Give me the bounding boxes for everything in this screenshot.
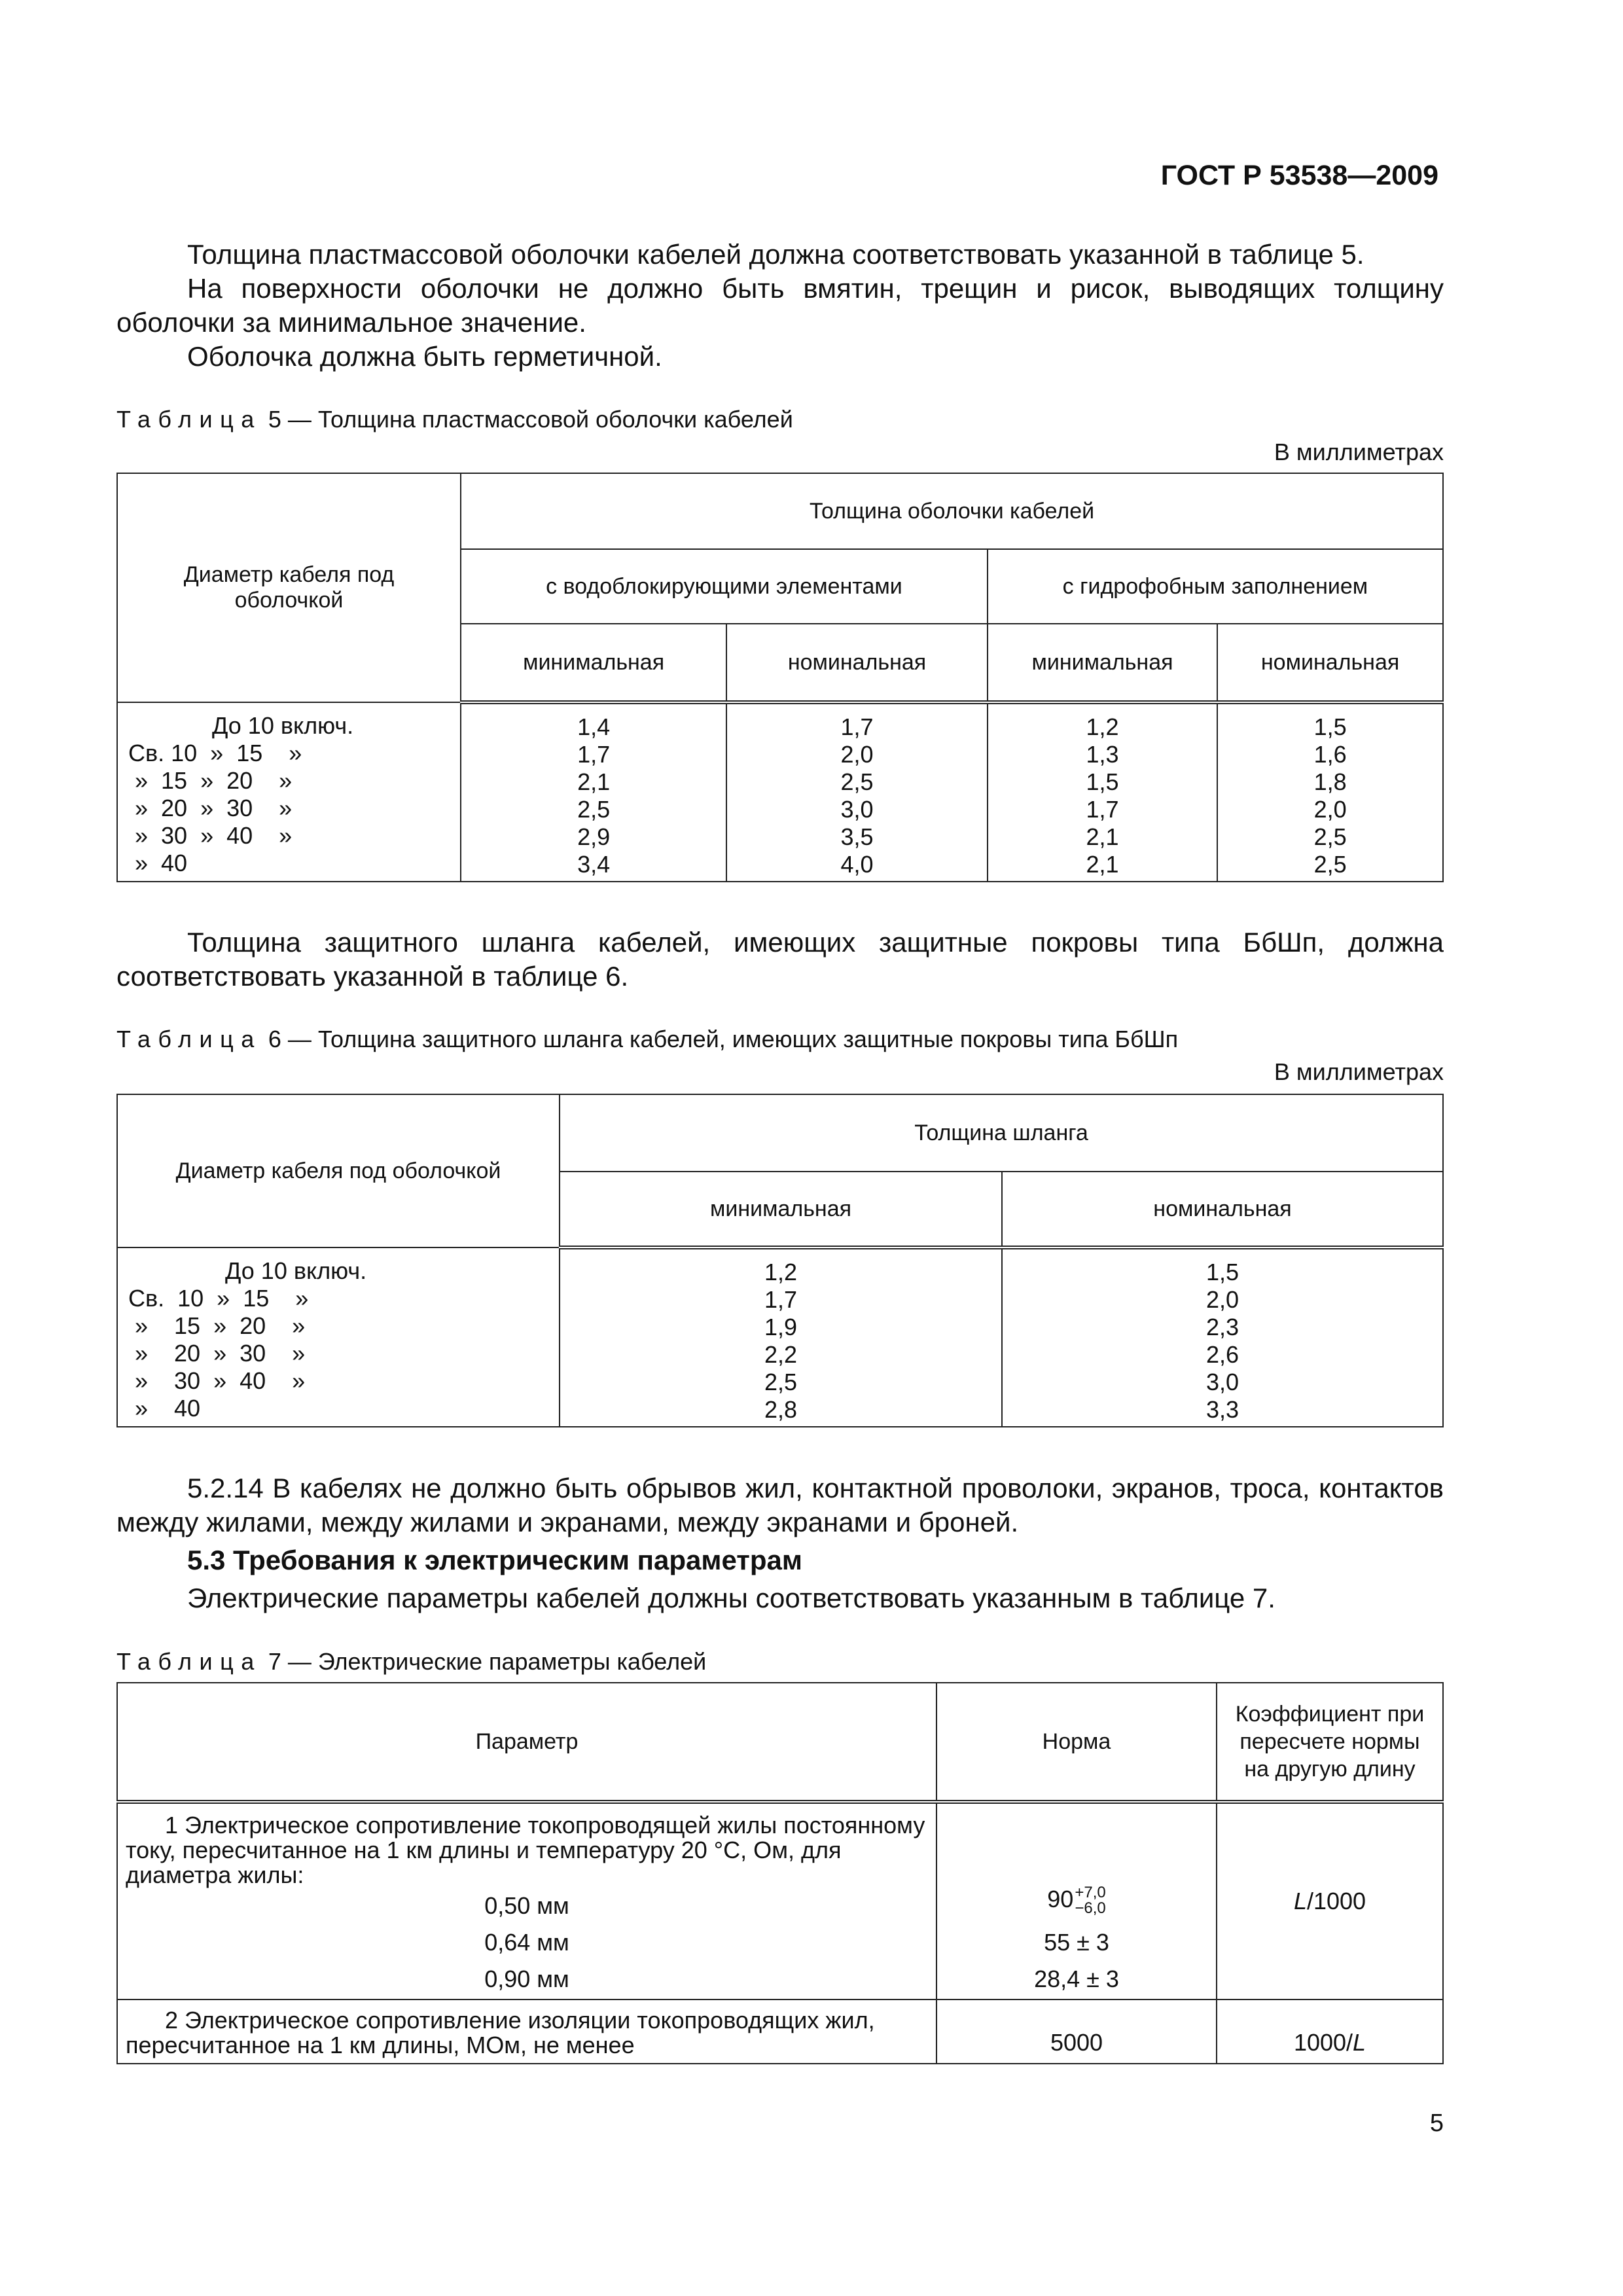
table-row: » 15 » 20 » <box>128 767 293 794</box>
table7-row1-size-3: 0,90 мм <box>484 1965 569 1992</box>
table7-col-coef: Коэффициент при пересчете нормы на другую длину <box>1217 1683 1443 1802</box>
table7-row2-text: 2 Электрическое сопротивление изоляции токопроводящих жил, пересчитанное на 1 км длины, МОм, не менее <box>126 2007 875 2058</box>
table-cell: 2,5 <box>577 796 611 823</box>
table-cell: 2,0 <box>1205 1286 1240 1313</box>
table5-nom-2: номинальная <box>1217 624 1443 702</box>
table-row: » 20 » 30 » <box>128 1340 306 1367</box>
table-row: Св. 10 » 15 » <box>128 1285 309 1312</box>
table7-row-2 <box>117 2000 1443 2064</box>
table5-col-thickness: Толщина оболочки кабелей <box>461 473 1443 549</box>
table-cell: 1,9 <box>764 1314 798 1340</box>
table7-row1-norm-2: 55 ± 3 <box>1044 1929 1109 1956</box>
section-5-3-text: Электрические параметры кабелей должны соответствовать указанным в таблице 7. <box>187 1583 1275 1613</box>
table-cell: 1,5 <box>1313 713 1347 740</box>
table6-nom-values <box>1002 1247 1443 1427</box>
table-cell: 3,0 <box>840 796 874 823</box>
table-cell: 2,0 <box>840 741 874 768</box>
table5-nom-water <box>726 702 988 882</box>
table-row: » 15 » 20 » <box>128 1312 306 1339</box>
table5-min-hydro <box>988 702 1217 882</box>
table5-col-diameter: Диаметр кабеля под оболочкой <box>117 473 461 702</box>
table5-units: В миллиметрах <box>1274 439 1444 465</box>
table-cell: 2,5 <box>1313 851 1347 878</box>
table-row: Св. 10 » 15 » <box>128 740 302 766</box>
table-row: » 20 » 30 » <box>128 795 293 821</box>
table5-nom-hydro <box>1217 702 1443 882</box>
standard-number: ГОСТ Р 53538—2009 <box>1160 160 1438 191</box>
table7-row1-text: 1 Электрическое сопротивление токопроводящей жилы постоянному току, пересчитанное на 1 км длины и температуру 20 °С, Ом, для диаметра жилы: <box>126 1812 925 1888</box>
norm-lower-tolerance: −6,0 <box>1075 1899 1106 1918</box>
table-cell: 1,7 <box>840 713 874 740</box>
table6-diameters <box>117 1247 560 1427</box>
table6-col-diameter: Диаметр кабеля под оболочкой <box>117 1094 560 1247</box>
table-cell: 2,0 <box>1313 796 1347 823</box>
table-cell: 3,3 <box>1205 1396 1240 1423</box>
table7-row1-norm-3: 28,4 ± 3 <box>1034 1965 1119 1992</box>
table7-row2-coef: 1000/L <box>1217 2000 1443 2064</box>
table-cell: 1,8 <box>1313 768 1347 795</box>
table5-nom-1: номинальная <box>726 624 988 702</box>
table-cell: 1,7 <box>764 1286 798 1313</box>
table6-col-thickness: Толщина шланга <box>560 1094 1443 1172</box>
table7-col-param: Параметр <box>117 1683 936 1802</box>
table-cell: 2,5 <box>764 1369 798 1395</box>
table-cell: 2,6 <box>1205 1341 1240 1368</box>
norm-upper-tolerance: +7,0 <box>1075 1884 1106 1902</box>
table-cell: 1,3 <box>1086 741 1119 768</box>
table5-min-1: минимальная <box>461 624 726 702</box>
table7 <box>116 1682 1444 2064</box>
table-cell: 3,5 <box>840 823 874 850</box>
table5-diameters <box>117 702 461 882</box>
table-row: До 10 включ. <box>212 712 354 739</box>
table6 <box>116 1094 1444 1427</box>
table-cell: 4,0 <box>840 851 874 878</box>
table5-min-water <box>461 702 726 882</box>
table-cell: 2,8 <box>764 1396 798 1423</box>
table-cell: 2,2 <box>764 1341 798 1368</box>
table-cell: 2,1 <box>1086 823 1119 850</box>
table-row: » 30 » 40 » <box>128 822 293 849</box>
table-cell: 3,0 <box>1205 1369 1240 1395</box>
table-cell: 1,2 <box>1086 713 1119 740</box>
table-row: До 10 включ. <box>225 1257 367 1284</box>
table-cell: 3,4 <box>577 851 611 878</box>
table-row: » 30 » 40 » <box>128 1367 306 1394</box>
table7-caption: Таблица 7 — Электрические параметры кабелей <box>116 1648 707 1675</box>
table-cell: 2,1 <box>577 768 611 795</box>
table5 <box>116 473 1444 882</box>
table-cell: 2,5 <box>840 768 874 795</box>
table6-nom: номинальная <box>1002 1172 1443 1247</box>
table7-row1-coef: L/1000 <box>1217 1802 1443 2000</box>
table-cell: 2,3 <box>1205 1314 1240 1340</box>
intro-paragraph-2: На поверхности оболочки не должно быть вмятин, трещин и рисок, выводящих толщину оболочки за минимальное значение. <box>116 273 1444 338</box>
intro-paragraph-3: Оболочка должна быть герметичной. <box>187 341 662 372</box>
table6-caption: Таблица 6 — Толщина защитного шланга кабелей, имеющих защитные покровы типа БбШп <box>116 1026 1179 1052</box>
table-row: » 40 <box>128 850 188 876</box>
table5-min-2: минимальная <box>988 624 1217 702</box>
table5-caption: Таблица 5 — Толщина пластмассовой оболочки кабелей <box>116 406 793 433</box>
table-cell: 1,7 <box>1086 796 1119 823</box>
table7-row2-norm: 5000 <box>936 2000 1217 2064</box>
table-cell: 2,5 <box>1313 823 1347 850</box>
mid-paragraph: Толщина защитного шланга кабелей, имеющих защитные покровы типа БбШп, должна соответствовать указанной в таблице 6. <box>116 927 1444 992</box>
table-cell: 1,6 <box>1313 741 1347 768</box>
page-number: 5 <box>1429 2109 1444 2137</box>
table-cell: 1,7 <box>577 741 611 768</box>
section-5-3-title: 5.3 Требования к электрическим параметрам <box>187 1545 802 1575</box>
table5-group1: с водоблокирующими элементами <box>461 549 988 624</box>
table-cell: 1,2 <box>764 1259 798 1285</box>
table6-units: В миллиметрах <box>1274 1058 1444 1085</box>
table-cell: 1,5 <box>1086 768 1119 795</box>
clause-5-2-14: 5.2.14 В кабелях не должно быть обрывов жил, контактной проволоки, экранов, троса, контактов между жилами, между жилами и экранами, между экранами и броней. <box>116 1473 1444 1537</box>
table7-col-norm: Норма <box>936 1683 1217 1802</box>
table5-group2: с гидрофобным заполнением <box>988 549 1443 624</box>
table7-row1-size-2: 0,64 мм <box>484 1929 569 1956</box>
table-row: » 40 <box>128 1395 201 1422</box>
table6-min: минимальная <box>560 1172 1002 1247</box>
table-cell: 1,4 <box>577 713 611 740</box>
table-cell: 2,9 <box>577 823 611 850</box>
intro-paragraph-1: Толщина пластмассовой оболочки кабелей должна соответствовать указанной в таблице 5. <box>187 239 1364 270</box>
table-cell: 1,5 <box>1205 1259 1240 1285</box>
table7-row1-norm-1: 90 +7,0 −6,0 <box>1047 1884 1106 1918</box>
table7-row1-size-1: 0,50 мм <box>484 1892 569 1919</box>
table6-min-values <box>560 1247 1002 1427</box>
table-cell: 2,1 <box>1086 851 1119 878</box>
table7-row-1 <box>117 1802 1443 2000</box>
